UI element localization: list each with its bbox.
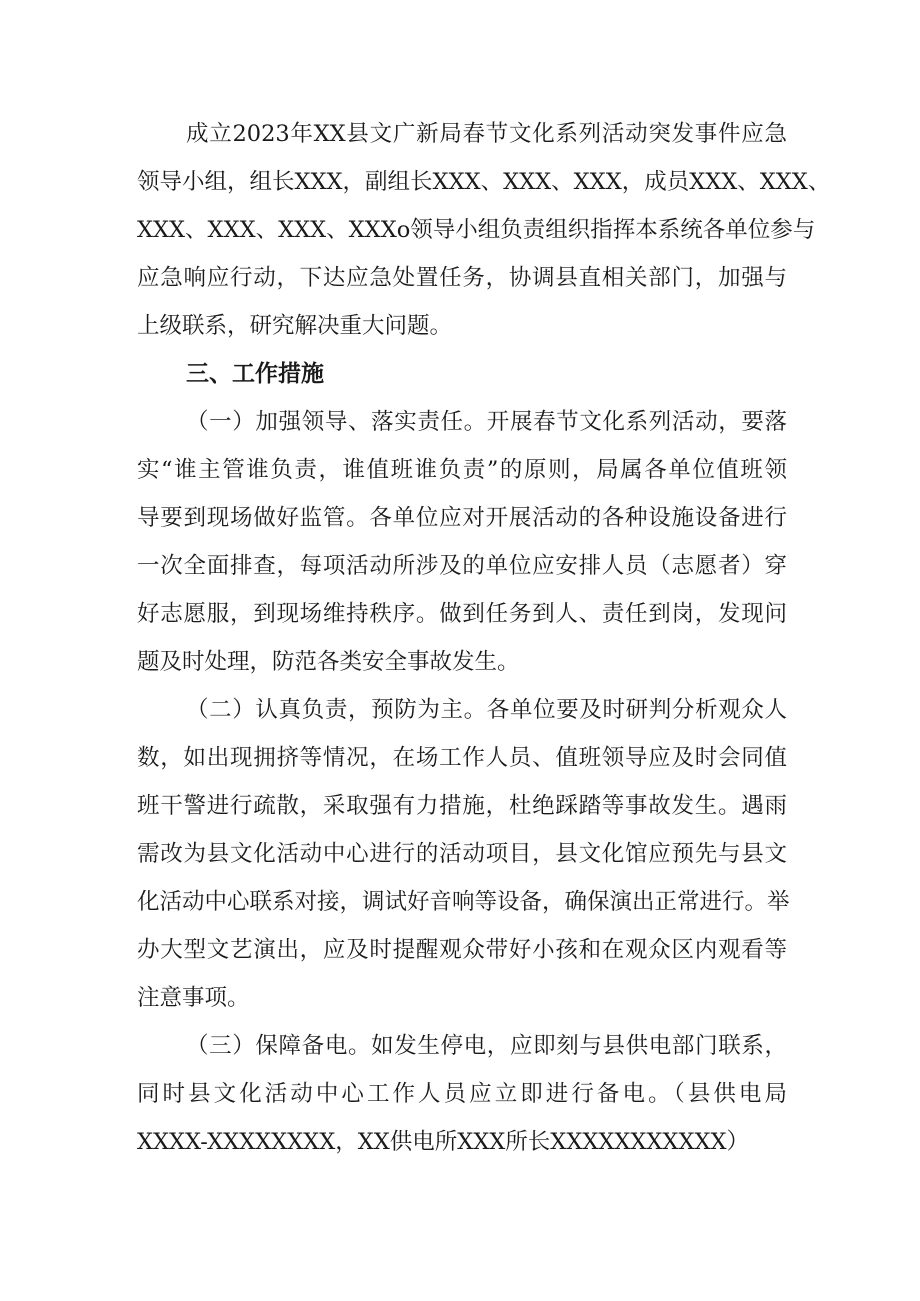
paragraph-2-line-4: 一次全面排查，每项活动所涉及的单位应安排人员（志愿者）穿 (137, 553, 787, 579)
paragraph-3-line-5: 化活动中心联系对接，调试好音响等设备，确保演出正常进行。举 (137, 889, 790, 915)
paragraph-1-line-5: 上级联系，研究解决重大问题。 (137, 313, 453, 339)
paragraph-3-line-2: 数，如出现拥挤等情况，在场工作人员、值班领导应及时会同值 (137, 745, 787, 771)
paragraph-1-line-2: 领导小组，组长XXX，副组长XXX、XXX、XXX，成员XXX、XXX、 (137, 169, 831, 195)
paragraph-3-line-6: 办大型文艺演出，应及时提醒观众带好小孩和在观众区内观看等 (137, 937, 787, 963)
paragraph-3-line-1: （二）认真负责，预防为主。各单位要及时研判分析观众人 (186, 697, 787, 723)
paragraph-1-line-3: XXX、XXX、XXX、XXXo领导小组负责组织指挥本系统各单位参与 (137, 217, 816, 243)
paragraph-3-line-3: 班干警进行疏散，采取强有力措施，杜绝踩踏等事故发生。遇雨 (137, 793, 787, 819)
section-heading-3: 三、工作措施 (186, 361, 324, 387)
paragraph-2-line-6: 题及时处理，防范各类安全事故发生。 (137, 649, 520, 675)
paragraph-2-line-2: 实“谁主管谁负责，谁值班谁负责”的原则，局属各单位值班领 (137, 457, 787, 483)
paragraph-4-line-1: （三）保障备电。如发生停电，应即刻与县供电部门联系， (186, 1033, 787, 1059)
paragraph-2-line-5: 好志愿服，到现场维持秩序。做到任务到人、责任到岗，发现问 (137, 601, 787, 627)
paragraph-4-line-2: 同时县文化活动中心工作人员应立即进行备电。（县供电局 (137, 1081, 787, 1107)
paragraph-1-line-1: 成立2023年XX县文广新局春节文化系列活动突发事件应急 (186, 121, 787, 147)
paragraph-3-line-7: 注意事项。 (137, 985, 250, 1011)
paragraph-4-line-3: XXXX-XXXXXXXX，XX供电所XXX所长XXXXXXXXXXX） (137, 1129, 750, 1155)
paragraph-3-line-4: 需改为县文化活动中心进行的活动项目，县文化馆应预先与县文 (137, 841, 787, 867)
paragraph-2-line-1: （一）加强领导、落实责任。开展春节文化系列活动，要落 (186, 409, 787, 435)
paragraph-2-line-3: 导要到现场做好监管。各单位应对开展活动的各种设施设备进行 (137, 505, 787, 531)
paragraph-1-line-4: 应急响应行动，下达应急处置任务，协调县直相关部门，加强与 (137, 265, 787, 291)
